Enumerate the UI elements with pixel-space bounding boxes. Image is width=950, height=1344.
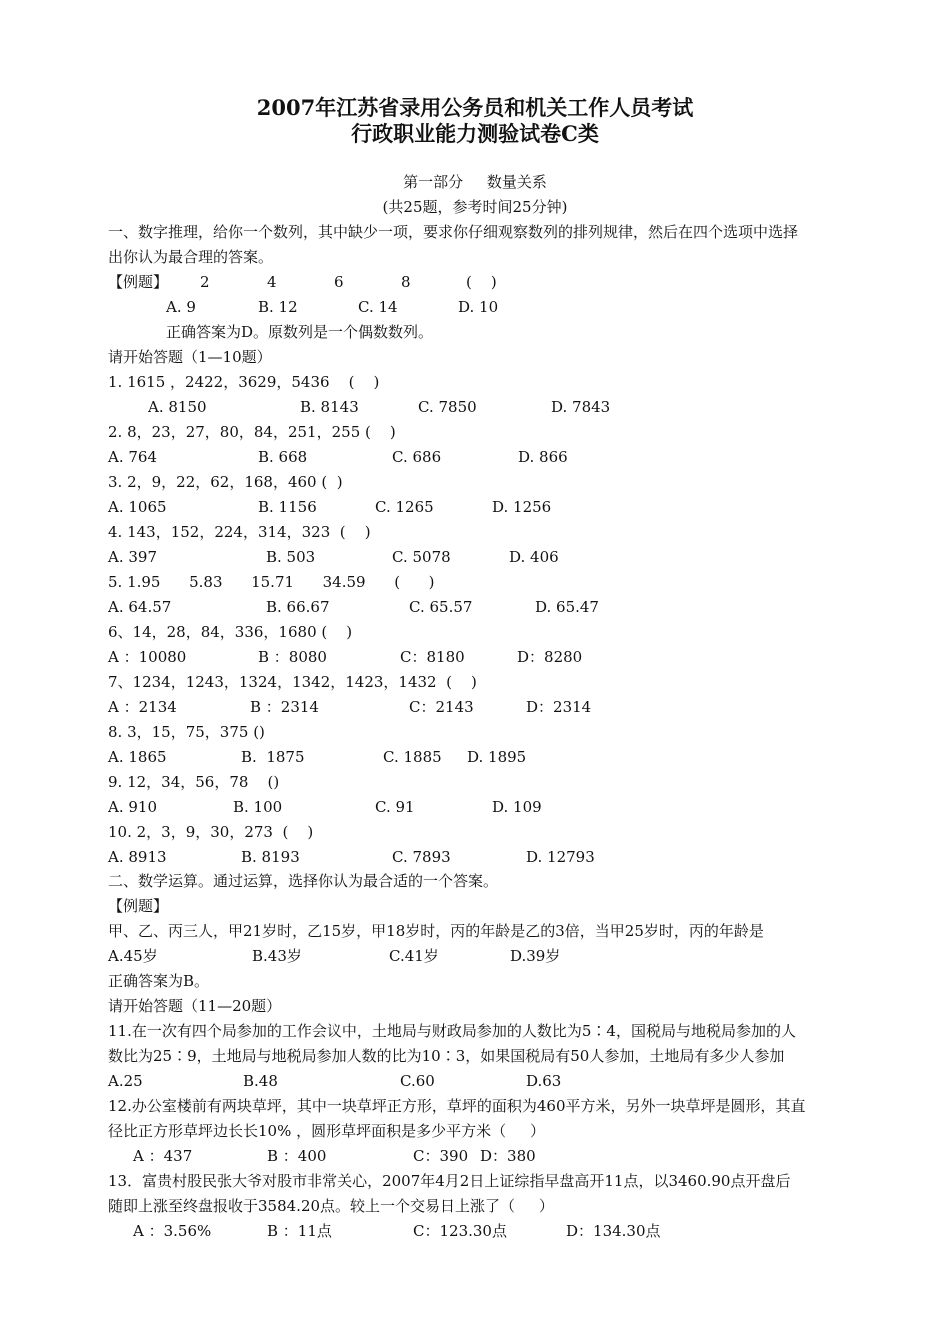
q3-option-c: C. 1265 (375, 498, 434, 516)
q1-option-d: D. 7843 (551, 398, 611, 416)
exam-subtitle: 行政职业能力测验试卷C类 (351, 121, 599, 146)
question-11-cont: 数比为25∶9，土地局与地税局参加人数的比为10∶3，如果国税局有50人参加，土地局有多少人参加 (108, 1047, 785, 1065)
question-5: 5. 1.95 5.83 15.71 34.59 ( ) (108, 573, 435, 591)
section2-example-text: 甲、乙、丙三人，甲21岁时，乙15岁，甲18岁时，丙的年龄是乙的3倍，当甲25岁时，丙的年龄是 (108, 922, 764, 940)
question-11: 11.在一次有四个局参加的工作会议中，土地局与财政局参加的人数比为5∶4，国税局与地税局参加的人 (108, 1022, 796, 1040)
section2-example-option: B.43岁 (252, 947, 302, 965)
q5-option-c: C. 65.57 (409, 598, 473, 616)
section2-example-option: A.45岁 (108, 947, 158, 965)
q6-option-c: C：8180 (400, 648, 465, 666)
question-6: 6、14，28，84，336，1680 ( ) (108, 623, 353, 641)
q4-option-c: C. 5078 (392, 548, 451, 566)
q5-option-b: B. 66.67 (266, 598, 330, 616)
q3-option-d: D. 1256 (492, 498, 552, 516)
q2-option-c: C. 686 (392, 448, 442, 466)
q5-option-a: A. 64.57 (108, 598, 172, 616)
q7-option-b: B ：2314 (250, 698, 319, 716)
question-13-cont: 随即上涨至终盘报收于3584.20点。较上一个交易日上涨了（ ） (108, 1197, 554, 1215)
question-2: 2. 8，23，27，80，84，251，255 ( ) (108, 423, 396, 441)
q13-option-a: A ：3.56% (133, 1222, 212, 1240)
q6-option-d: D：8280 (517, 648, 583, 666)
q8-option-a: A. 1865 (108, 748, 167, 766)
q10-option-c: C. 7893 (392, 848, 451, 866)
question-1: 1. 1615 ，2422，3629，5436 ( ) (108, 373, 380, 391)
q2-option-d: D. 866 (518, 448, 568, 466)
q12-option-a: A ：437 (133, 1147, 193, 1165)
q12-option-c: C：390 (413, 1147, 469, 1165)
q10-option-b: B. 8193 (241, 848, 300, 866)
section1-intro: 一、数字推理，给你一个数列，其中缺少一项，要求你仔细观察数列的排列规律，然后在四个选项中选择 (108, 223, 799, 241)
example-seq-item: 6 (334, 273, 344, 291)
q13-option-d: D：134.30点 (566, 1222, 661, 1240)
q13-option-b: B ：11点 (267, 1222, 332, 1240)
part-note: (共25题，参考时间25分钟) (382, 198, 568, 216)
q9-option-d: D. 109 (492, 798, 542, 816)
q9-option-b: B. 100 (233, 798, 283, 816)
section2-start: 请开始答题（11—20题） (108, 997, 282, 1015)
q3-option-b: B. 1156 (258, 498, 317, 516)
example-option: D. 10 (458, 298, 499, 316)
q1-option-c: C. 7850 (418, 398, 477, 416)
question-3: 3. 2，9，22，62，168，460 ( ) (108, 473, 343, 491)
example-answer: 正确答案为D。原数列是一个偶数数列。 (166, 323, 434, 341)
q4-option-d: D. 406 (509, 548, 559, 566)
q8-option-c: C. 1885 (383, 748, 442, 766)
q8-option-d: D. 1895 (467, 748, 527, 766)
q7-option-d: D：2314 (526, 698, 592, 716)
example-option: A. 9 (166, 298, 196, 316)
q7-option-c: C：2143 (409, 698, 474, 716)
q7-option-a: A ：2134 (108, 698, 177, 716)
q11-option-a: A.25 (108, 1072, 143, 1090)
q11-option-d: D.63 (526, 1072, 562, 1090)
example-option: C. 14 (358, 298, 398, 316)
section2-example-option: D.39岁 (510, 947, 561, 965)
example-seq-item: 4 (267, 273, 277, 291)
example-seq-item: 8 (401, 273, 411, 291)
q2-option-b: B. 668 (258, 448, 308, 466)
section2-intro: 二、数学运算。通过运算，选择你认为最合适的一个答案。 (108, 872, 499, 890)
q4-option-a: A. 397 (108, 548, 157, 566)
exam-title: 2007年江苏省录用公务员和机关工作人员考试 (256, 95, 694, 120)
example-option: B. 12 (258, 298, 298, 316)
section2-example-option: C.41岁 (389, 947, 439, 965)
question-12-cont: 径比正方形草坪边长长10% ，圆形草坪面积是多少平方米（ ） (108, 1122, 545, 1140)
q8-option-b: B. 1875 (241, 748, 305, 766)
q6-option-b: B ：8080 (258, 648, 327, 666)
q9-option-c: C. 91 (375, 798, 415, 816)
q13-option-c: C：123.30点 (413, 1222, 507, 1240)
part-heading: 第一部分 数量关系 (403, 173, 547, 191)
question-10: 10. 2，3，9，30，273 ( ) (108, 823, 314, 841)
q3-option-a: A. 1065 (108, 498, 167, 516)
q12-option-b: B ：400 (267, 1147, 327, 1165)
example-seq-item: 2 (200, 273, 210, 291)
q10-option-a: A. 8913 (108, 848, 167, 866)
q11-option-b: B.48 (243, 1072, 278, 1090)
q2-option-a: A. 764 (108, 448, 157, 466)
q1-option-a: A. 8150 (148, 398, 207, 416)
question-8: 8. 3，15，75，375 () (108, 723, 265, 741)
q5-option-d: D. 65.47 (535, 598, 599, 616)
question-7: 7、1234，1243，1324，1342，1423，1432 ( ) (108, 673, 477, 691)
example-label: 【例题】 (108, 273, 169, 291)
section2-example-label: 【例题】 (108, 897, 169, 915)
question-12: 12.办公室楼前有两块草坪，其中一块草坪正方形，草坪的面积为460平方米，另外一块草坪是圆形，其直 (108, 1097, 806, 1115)
q4-option-b: B. 503 (266, 548, 316, 566)
q11-option-c: C.60 (400, 1072, 435, 1090)
section1-start: 请开始答题（1—10题） (108, 348, 272, 366)
q9-option-a: A. 910 (108, 798, 157, 816)
q12-option-d: D：380 (480, 1147, 536, 1165)
q1-option-b: B. 8143 (300, 398, 359, 416)
example-seq-blank: ( ) (466, 273, 497, 291)
question-9: 9. 12，34，56，78 () (108, 773, 280, 791)
section1-intro-cont: 出你认为最合理的答案。 (108, 248, 274, 266)
q10-option-d: D. 12793 (526, 848, 595, 866)
question-4: 4. 143，152，224，314，323 ( ) (108, 523, 371, 541)
question-13: 13．富贵村股民张大爷对股市非常关心，2007年4月2日上证综指早盘高开11点，以3460.90点开盘后 (108, 1172, 791, 1190)
q6-option-a: A ：10080 (108, 648, 187, 666)
section2-example-answer: 正确答案为B。 (108, 972, 210, 990)
